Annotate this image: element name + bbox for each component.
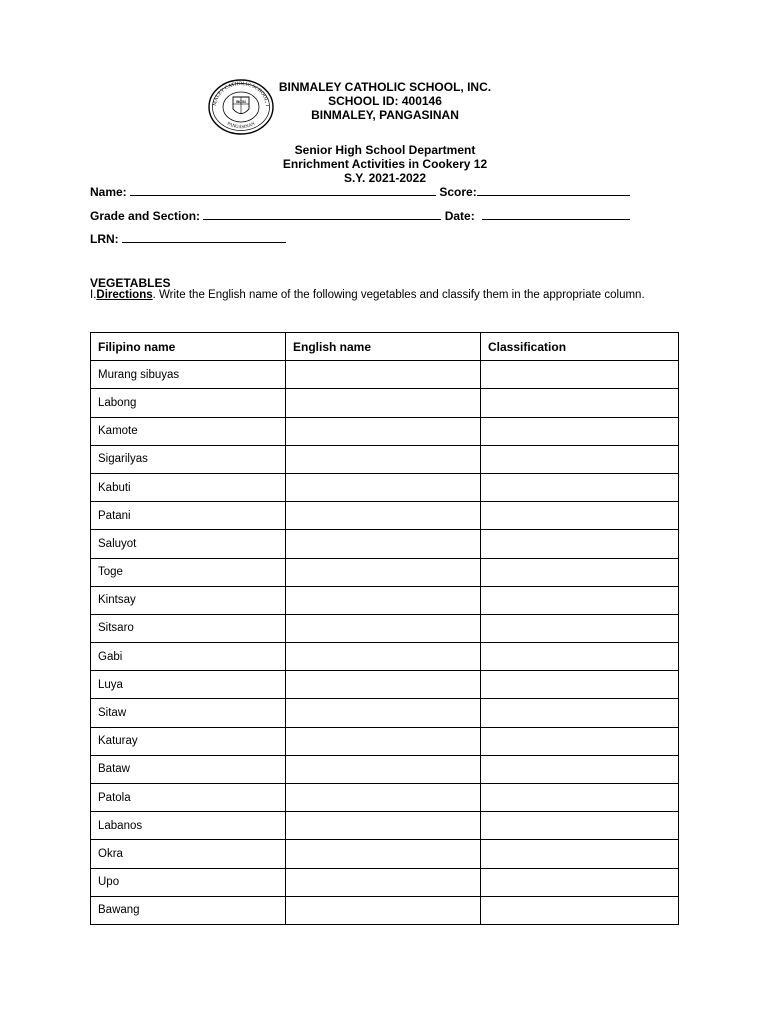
table-row: [91, 727, 679, 755]
table-row: [91, 389, 679, 417]
classification-cell[interactable]: [481, 784, 679, 812]
school-id: SCHOOL ID: 400146: [328, 94, 442, 108]
english-name-cell[interactable]: [286, 671, 481, 699]
filipino-name-cell: Patani: [91, 502, 286, 530]
classification-cell[interactable]: [481, 417, 679, 445]
filipino-name-cell: Kabuti: [91, 473, 286, 501]
classification-cell[interactable]: [481, 727, 679, 755]
header-classification: Classification: [481, 333, 679, 361]
classification-cell[interactable]: [481, 558, 679, 586]
english-name-cell[interactable]: [286, 445, 481, 473]
name-score-row: [90, 184, 630, 199]
english-name-cell[interactable]: [286, 784, 481, 812]
table-header-row: [91, 333, 679, 361]
english-name-cell[interactable]: [286, 812, 481, 840]
filipino-name-cell: Sitsaro: [91, 614, 286, 642]
classification-cell[interactable]: [481, 643, 679, 671]
classification-cell[interactable]: [481, 755, 679, 783]
grade-date-row: [90, 208, 630, 223]
english-name-cell[interactable]: [286, 755, 481, 783]
table-row: [91, 868, 679, 896]
english-name-cell[interactable]: [286, 417, 481, 445]
english-name-cell[interactable]: [286, 896, 481, 924]
school-year: S.Y. 2021-2022: [343, 171, 427, 185]
table-row: [91, 896, 679, 924]
filipino-name-cell: Sitaw: [91, 699, 286, 727]
table-row: [91, 671, 679, 699]
name-label: Name:: [90, 185, 127, 199]
filipino-name-cell: Saluyot: [91, 530, 286, 558]
classification-cell[interactable]: [481, 586, 679, 614]
table-row: [91, 530, 679, 558]
section-title: VEGETABLES: [90, 276, 171, 290]
filipino-name-cell: Gabi: [91, 643, 286, 671]
filipino-name-cell: Murang sibuyas: [91, 361, 286, 389]
english-name-cell[interactable]: [286, 727, 481, 755]
score-label: Score:: [439, 185, 477, 199]
english-name-cell[interactable]: [286, 473, 481, 501]
filipino-name-cell: Upo: [91, 868, 286, 896]
filipino-name-cell: Okra: [91, 840, 286, 868]
table-row: [91, 502, 679, 530]
school-header: [250, 80, 520, 122]
table-row: [91, 614, 679, 642]
seal-ring-text-bottom: PANGASINAN: [226, 120, 256, 130]
directions-label: Directions: [96, 289, 153, 301]
school-location: BINMALEY, PANGASINAN: [311, 108, 459, 122]
seal-ring-text-top: MALEY CATHOLIC SCHOOL, I: [211, 80, 270, 107]
table-row: [91, 473, 679, 501]
filipino-name-cell: Labong: [91, 389, 286, 417]
filipino-name-cell: Toge: [91, 558, 286, 586]
table-row: [91, 586, 679, 614]
classification-cell[interactable]: [481, 868, 679, 896]
school-name: BINMALEY CATHOLIC SCHOOL, INC.: [278, 80, 492, 94]
document-title-block: [230, 143, 540, 185]
lrn-label: LRN:: [90, 232, 119, 246]
table-row: [91, 558, 679, 586]
english-name-cell[interactable]: [286, 530, 481, 558]
lrn-blank[interactable]: [122, 231, 286, 243]
directions-prefix: I.: [90, 289, 97, 301]
classification-cell[interactable]: [481, 840, 679, 868]
grade-section-blank[interactable]: [203, 208, 441, 220]
english-name-cell[interactable]: [286, 558, 481, 586]
classification-cell[interactable]: [481, 445, 679, 473]
table-row: [91, 643, 679, 671]
table-row: [91, 699, 679, 727]
filipino-name-cell: Bawang: [91, 896, 286, 924]
filipino-name-cell: Patola: [91, 784, 286, 812]
lrn-row: [90, 231, 286, 246]
table-row: [91, 417, 679, 445]
english-name-cell[interactable]: [286, 502, 481, 530]
department-name: Senior High School Department: [294, 143, 476, 157]
name-blank[interactable]: [130, 184, 436, 196]
table-row: [91, 755, 679, 783]
filipino-name-cell: Luya: [91, 671, 286, 699]
table-row: [91, 784, 679, 812]
filipino-name-cell: Kamote: [91, 417, 286, 445]
english-name-cell[interactable]: [286, 361, 481, 389]
table-row: [91, 840, 679, 868]
classification-cell[interactable]: [481, 614, 679, 642]
english-name-cell[interactable]: [286, 868, 481, 896]
classification-cell[interactable]: [481, 473, 679, 501]
vegetables-table: [90, 332, 679, 925]
date-blank[interactable]: [482, 208, 630, 220]
seal-center-text: BCSI: [236, 99, 246, 104]
classification-cell[interactable]: [481, 361, 679, 389]
activity-subject: Enrichment Activities in Cookery 12: [282, 157, 488, 171]
filipino-name-cell: Labanos: [91, 812, 286, 840]
table-row: [91, 445, 679, 473]
english-name-cell[interactable]: [286, 389, 481, 417]
filipino-name-cell: Kintsay: [91, 586, 286, 614]
classification-cell[interactable]: [481, 389, 679, 417]
table-row: [91, 812, 679, 840]
directions: [90, 289, 645, 301]
classification-cell[interactable]: [481, 530, 679, 558]
table-body: [91, 361, 679, 925]
table-row: [91, 361, 679, 389]
filipino-name-cell: Bataw: [91, 755, 286, 783]
filipino-name-cell: Sigarilyas: [91, 445, 286, 473]
english-name-cell[interactable]: [286, 840, 481, 868]
filipino-name-cell: Katuray: [91, 727, 286, 755]
english-name-cell[interactable]: [286, 643, 481, 671]
classification-cell[interactable]: [481, 896, 679, 924]
classification-cell[interactable]: [481, 699, 679, 727]
score-blank[interactable]: [477, 184, 630, 196]
date-label: Date:: [444, 209, 475, 223]
directions-text: . Write the English name of the following vegetables and classify them in the appropriate column.: [152, 289, 645, 301]
classification-cell[interactable]: [481, 671, 679, 699]
classification-cell[interactable]: [481, 502, 679, 530]
header-english-name: English name: [286, 333, 481, 361]
grade-section-label: Grade and Section:: [90, 209, 201, 223]
english-name-cell[interactable]: [286, 699, 481, 727]
header-filipino-name: Filipino name: [91, 333, 286, 361]
classification-cell[interactable]: [481, 812, 679, 840]
english-name-cell[interactable]: [286, 586, 481, 614]
english-name-cell[interactable]: [286, 614, 481, 642]
